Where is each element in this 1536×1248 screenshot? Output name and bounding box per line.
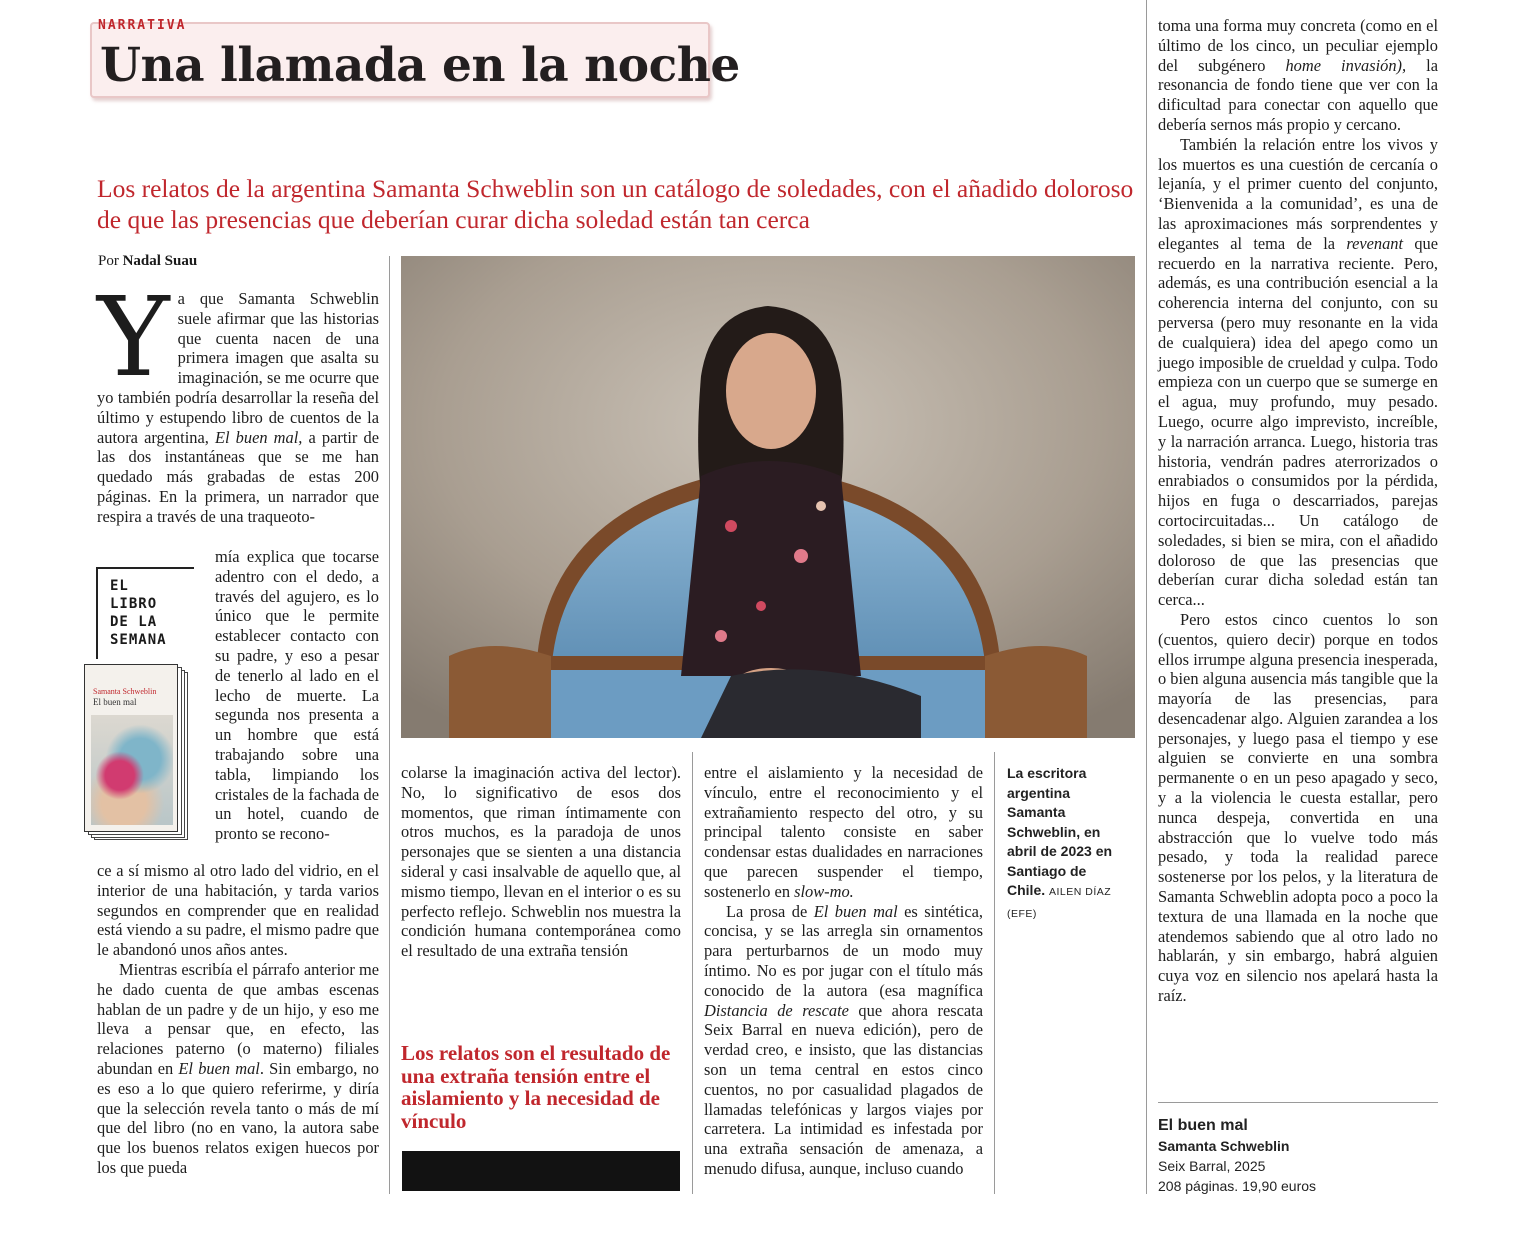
column-rule bbox=[389, 256, 390, 1194]
column-3 bbox=[704, 763, 983, 1179]
col3-paragraph: La prosa de El buen mal es sintética, concisa, y se las arregla sin ornamentos para perturbarnos de un modo muy íntimo. No es por jugar con el título más conocido de la autora (esa magnífica Distancia de rescate que ahora rescata Seix Barral en nueva edición), pero de verdad creo, e insisto, que las distancias son un tema central en estos cinco cuentos, no por casualidad plagados de llamadas telefónicas y largos viajes por carretera. La intimidad es infestada por una extraña sensación de amenaza, a menudo difusa, aunque, incluso cuando bbox=[704, 901, 983, 1178]
column-rule bbox=[994, 752, 995, 1194]
col4-paragraph: También la relación entre los vivos y los muertos es una cuestión de cercanía o lejanía, y el primer cuento del conjunto, ‘Bienvenida a la comunidad’, es una de las aproximaciones más sorprendentes y elegantes al tema de la revenant que recuerdo en la narrativa reciente. Pero, además, es una contribución esencial a la coherencia interna del conjunto, con su perversa (pero muy resonante en la vida de cualquiera) idea del apego como un juego imposible de crueldad y culpa. Todo empieza con un cuerpo que se sumerge en el agua, muy profundo, muy pesado. Luego, ocurre algo imprevisto, increíble, y la narración arranca. Luego, historia tras historia, vendrán padres aterrorizados o enrabiados o consumidos por la pérdida, hijos en fuga o descarriados, parejas cortocircuitadas... Un catálogo de soledades, si bien se mira, con el añadido doloroso de que las presencias que deberían curar dicha soledad están tan cerca... bbox=[1158, 134, 1438, 610]
headline: Una llamada en la noche bbox=[100, 38, 740, 93]
book-info-details: 208 páginas. 19,90 euros bbox=[1158, 1178, 1317, 1194]
book-info-publisher: Seix Barral, 2025 bbox=[1158, 1158, 1266, 1174]
cover-illustration bbox=[91, 715, 173, 825]
book-cover-stack bbox=[84, 664, 188, 840]
book-info-rule bbox=[1158, 1102, 1438, 1103]
col2-text: colarse la imaginación activa del lector). No, lo significativo de esos dos momentos, que riman íntimamente con otros muchos, es la paradoja de unos personajes que se sienten a una distancia sideral y casi insalvable de aquello que, al mismo tiempo, llevan en el interior o es su perfecto reflejo. Schweblin nos muestra la condición humana contemporánea como el resultado de una extraña tensión bbox=[401, 763, 681, 961]
book-cover bbox=[84, 664, 178, 832]
col1-text: a que Samanta Schweblin suele afirmar que las historias que cuenta nacen de una primera imagen que asalta su imaginación, se me ocurre que yo también podría desarrollar la reseña del último y estupendo libro de cuentos de la autora argentina, bbox=[97, 289, 379, 447]
col1-paragraph: Mientras escribía el párrafo anterior me he dado cuenta de que ambas escenas hablan de un padre y de un hijo, y eso me lleva a pensar que, en efecto, las relaciones paterno (o materno) filiales abundan en El buen mal. Sin embargo, no es eso a lo que quiero referirme, y diría que la selección revela tanto o más de mí que del libro (no en vano, la autora sabe que los buenos relatos exigen huecos por los que pueda bbox=[97, 959, 379, 1177]
col1-paragraph: ce a sí mismo al otro lado del vidrio, en el interior de una habitación, y tarda varios segundos en comprender que en realidad está viendo a su padre, el mismo padre que le abandonó unos años antes. bbox=[97, 861, 379, 960]
col4-paragraph: toma una forma muy concreta (como en el último de los cinco, un peculiar ejemplo del subgénero home invasión), la resonancia de fondo tiene que ver con la dificultad para conectar con aquello que debería sernos más propio y cercano. bbox=[1158, 16, 1438, 134]
book-info bbox=[1158, 1116, 1438, 1196]
column-4 bbox=[1158, 16, 1438, 1006]
deck: Los relatos de la argentina Samanta Schweblin son un catálogo de soledades, con el añadido doloroso de que las presencias que deberían curar dicha soledad están tan cerca bbox=[97, 174, 1134, 234]
byline-author: Nadal Suau bbox=[122, 253, 198, 269]
column-1-bottom bbox=[97, 861, 379, 1178]
column-1-top bbox=[97, 273, 379, 527]
section-tag: NARRATIVA bbox=[98, 18, 187, 33]
book-info-author: Samanta Schweblin bbox=[1158, 1138, 1290, 1154]
photo-caption bbox=[1007, 764, 1127, 924]
drop-cap: Y bbox=[97, 273, 170, 401]
col4-paragraph: Pero estos cinco cuentos lo son (cuentos, quiero decir) porque en todos ellos irrumpe alguna presencia inesperada, o bien alguna ausencia más tangible que la mayoría de las presencias, para desencadenar algo. Alguien zarandea a los personajes, y luego pasa el tiempo y ese alguien se convierte en una sombra permanente o en un peso apagado y seco, y a la violencia le cuesta estallar, pero nunca despeja, convertida en una abstracción que lo vuelve todo más pesado, y toda la realidad parece sostenerse por los pelos, y la literatura de Samanta Schweblin adopta poco a poco la textura de una llamada en la noche que atendemos sabiendo que al otro lado no hablarán, y sin embargo, habrá alguien cuya voz en silencio nos apelará hasta la raíz. bbox=[1158, 609, 1438, 1006]
author-photo bbox=[401, 256, 1135, 738]
cover-title: El buen mal bbox=[93, 697, 137, 707]
col3-paragraph: entre el aislamiento y la necesidad de vínculo, entre el reconocimiento y el extrañamiento respecto del otro, y su principal talento consiste en saber condensar estas dualidades en narraciones que parecen suspender el tiempo, sostenerlo en slow-mo. bbox=[704, 763, 983, 901]
col1-book-title: El buen mal, bbox=[214, 427, 303, 447]
label-line: DE LA bbox=[110, 614, 158, 630]
label-line: LIBRO bbox=[110, 596, 158, 612]
col1-text-end: a partir de las dos instantáneas que se me han quedado más grabadas de estas 200 páginas. En la primera, un narrador que respira a través de una traqueoto- bbox=[97, 427, 379, 526]
book-of-week-label bbox=[96, 567, 194, 659]
label-line: SEMANA bbox=[110, 632, 167, 648]
label-line: EL bbox=[110, 578, 129, 594]
col1-side-text: mía explica que tocarse adentro con el dedo, a través del agujero, es lo único que le permite establecer contacto con su padre, y eso a pesar de tenerlo al lado en el lecho de muerte. La segunda nos presenta a un hombre que está trabajando sobre una tabla, limpiando los cristales de la fachada de un hotel, cuando de pronto se recono- bbox=[215, 547, 379, 844]
column-rule bbox=[692, 752, 693, 1194]
caption-text: La escritora argentina Samanta Schweblin, en abril de 2023 en Santiago de Chile. bbox=[1007, 765, 1113, 898]
column-rule bbox=[1146, 0, 1147, 1194]
byline-prefix: Por bbox=[98, 253, 119, 269]
byline bbox=[98, 253, 197, 270]
book-info-title: El buen mal bbox=[1158, 1117, 1248, 1134]
column-2 bbox=[401, 763, 681, 961]
photo-credit: AILEN DÍAZ (EFE) bbox=[1007, 886, 1112, 920]
cover-author: Samanta Schweblin bbox=[93, 687, 157, 696]
decorative-bar bbox=[402, 1151, 680, 1191]
pull-quote: Los relatos son el resultado de una extraña tensión entre el aislamiento y la necesidad de vínculo bbox=[401, 1041, 671, 1133]
column-1-side bbox=[215, 547, 379, 844]
